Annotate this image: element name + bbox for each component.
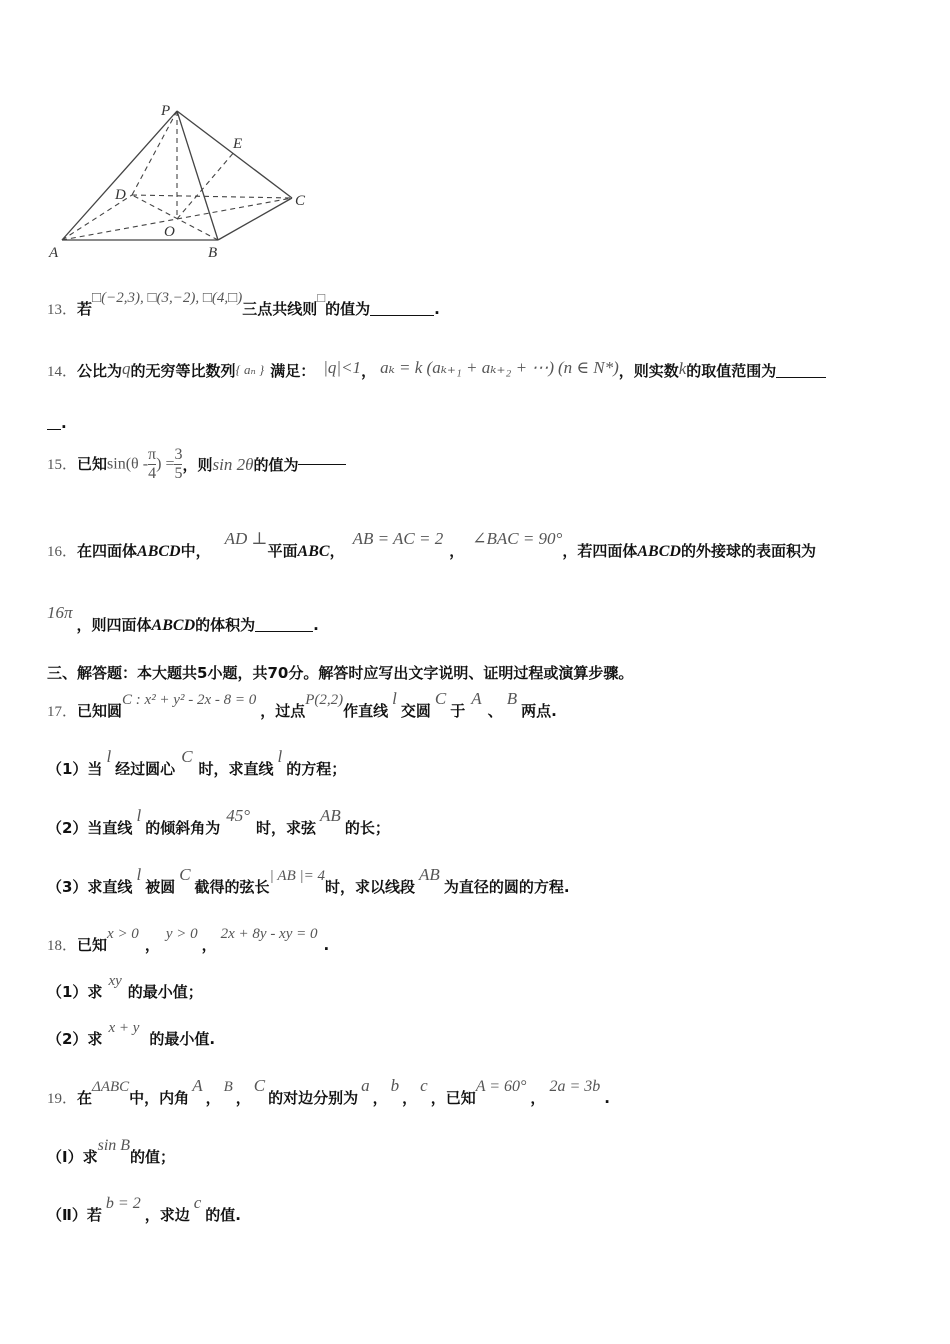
frac-3-5: $\frac{3}{5}$ [174, 446, 183, 482]
label-A: A [49, 245, 59, 261]
math-box: □ [317, 290, 326, 305]
question-14: 14．公比为q的无穷等比数列{ aₙ } 满足： |q|<1， aₖ = k (aₖ₊₁ + aₖ₊₂ + ⋯) (n ∈ N*)，则实数k的取值范围为 [47, 360, 826, 381]
label-O: O [164, 224, 175, 240]
question-19-part-2: （Ⅱ）若b = 2，求边c的值. [47, 1193, 241, 1224]
edge-DC [132, 195, 292, 198]
question-13: 13．若□(−2,3), □(3,−2), □(4,□)三点共线则□的值为 . [47, 290, 440, 318]
edge-BC [218, 198, 292, 240]
question-18-part-1: （1）求xy的最小值； [47, 973, 203, 1001]
question-16: 16．在四面体ABCD中，AD ⊥平面ABC，AB = AC = 2，∠BAC = 90°，若四面体ABCD的外接球的表面积为 [47, 529, 816, 560]
edge-PC [177, 111, 292, 198]
seg-OE [177, 151, 235, 219]
edge-PB [177, 111, 218, 240]
frac-pi-4: $\frac{\pi}{4}$ [148, 446, 157, 482]
pyramid-figure [40, 95, 330, 270]
label-P: P [161, 103, 171, 119]
answer-blank [776, 377, 826, 378]
edge-PA [62, 111, 177, 240]
question-16-cont: 16π，则四面体ABCD的体积为 . [47, 603, 319, 634]
label-E: E [233, 136, 243, 152]
label-D: D [115, 187, 126, 203]
answer-blank-cont [47, 429, 61, 430]
label-C: C [295, 193, 306, 209]
answer-blank [370, 315, 434, 316]
question-14-cont: . [47, 414, 67, 432]
question-18: 18．已知x > 0，y > 0，2x + 8y - xy = 0. [47, 926, 330, 954]
question-19-part-1: （Ⅰ）求sin B的值； [47, 1137, 176, 1166]
section-3-heading: 三、解答题：本大题共5小题，共70分。解答时应写出文字说明、证明过程或演算步骤。 [47, 664, 634, 682]
answer-blank [255, 631, 313, 632]
label-B: B [208, 245, 218, 261]
question-18-part-2: （2）求x + y的最小值. [47, 1020, 216, 1048]
question-17: 17．已知圆C : x² + y² - 2x - 8 = 0，过点P(2,2)作直线l交圆C于A、B两点. [47, 689, 557, 720]
question-17-part-1: （1）当l经过圆心C时，求直线l的方程； [47, 747, 347, 778]
math-points: □(−2,3), □(3,−2), □(4,□) [92, 290, 243, 306]
question-15: 15．已知sin(θ - $\frac{\pi}{4}$ ) = $\frac{3}{5}$ ，则sin 2θ的值为 [47, 446, 346, 483]
answer-blank [298, 464, 346, 465]
question-17-part-3: （3）求直线l被圆C截得的弦长| AB |= 4时，求以线段AB为直径的圆的方程. [47, 865, 570, 896]
diag-BD [132, 195, 218, 240]
question-17-part-2: （2）当直线l的倾斜角为45°时，求弦AB的长； [47, 806, 390, 837]
question-19: 19．在ΔABC中，内角A，B，C的对边分别为a，b，c，已知A = 60°，2a = 3b. [47, 1076, 610, 1107]
